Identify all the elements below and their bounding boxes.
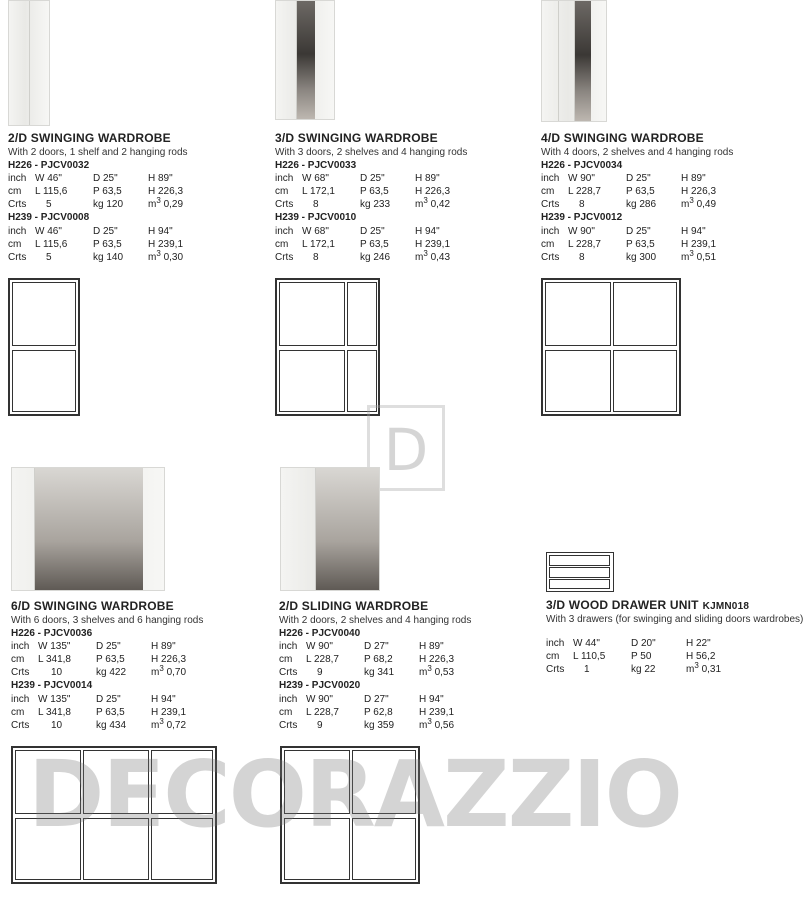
product-photo-2d-sliding xyxy=(280,467,380,591)
variant-code: H226 - PJCV0032 xyxy=(8,160,90,171)
product-description: With 6 doors, 3 shelves and 6 hanging rods xyxy=(11,615,204,626)
variant-code: H239 - PJCV0008 xyxy=(8,212,90,223)
brand-logo-mark: D xyxy=(367,405,445,491)
product-title: 4/D SWINGING WARDROBE xyxy=(541,131,704,145)
variant-code: H226 - PJCV0033 xyxy=(275,160,357,171)
variant-code: H226 - PJCV0036 xyxy=(11,628,93,639)
variant-code: H226 - PJCV0034 xyxy=(541,160,623,171)
product-photo-2d-swinging xyxy=(8,0,50,126)
product-description: With 4 doors, 2 shelves and 4 hanging rods xyxy=(541,147,734,158)
variant-code: H239 - PJCV0010 xyxy=(275,212,357,223)
product-title: 6/D SWINGING WARDROBE xyxy=(11,599,174,613)
drawer-unit-drawing xyxy=(546,552,614,592)
product-photo-4d-swinging xyxy=(541,0,607,122)
product-title: 3/D SWINGING WARDROBE xyxy=(275,131,438,145)
variant-code: H239 - PJCV0012 xyxy=(541,212,623,223)
variant-code: H239 - PJCV0020 xyxy=(279,680,361,691)
variant-code: H239 - PJCV0014 xyxy=(11,680,93,691)
front-drawing-4d xyxy=(541,278,681,416)
product-title: 2/D SLIDING WARDROBE xyxy=(279,599,429,613)
product-photo-3d-swinging xyxy=(275,0,335,120)
front-drawing-2d xyxy=(8,278,80,416)
product-description: With 2 doors, 2 shelves and 4 hanging rods xyxy=(279,615,472,626)
watermark-text: DECORAZZIO xyxy=(28,741,681,848)
product-description: With 3 doors, 2 shelves and 4 hanging rods xyxy=(275,147,468,158)
product-description: With 2 doors, 1 shelf and 2 hanging rods xyxy=(8,147,188,158)
product-title: 2/D SWINGING WARDROBE xyxy=(8,131,171,145)
product-code: KJMN018 xyxy=(702,601,750,612)
product-photo-6d-swinging xyxy=(11,467,165,591)
product-title: 3/D WOOD DRAWER UNIT KJMN018 xyxy=(546,598,750,612)
product-description: With 3 drawers (for swinging and sliding doors wardrobes) xyxy=(546,614,804,625)
front-drawing-3d xyxy=(275,278,380,416)
variant-code: H226 - PJCV0040 xyxy=(279,628,361,639)
